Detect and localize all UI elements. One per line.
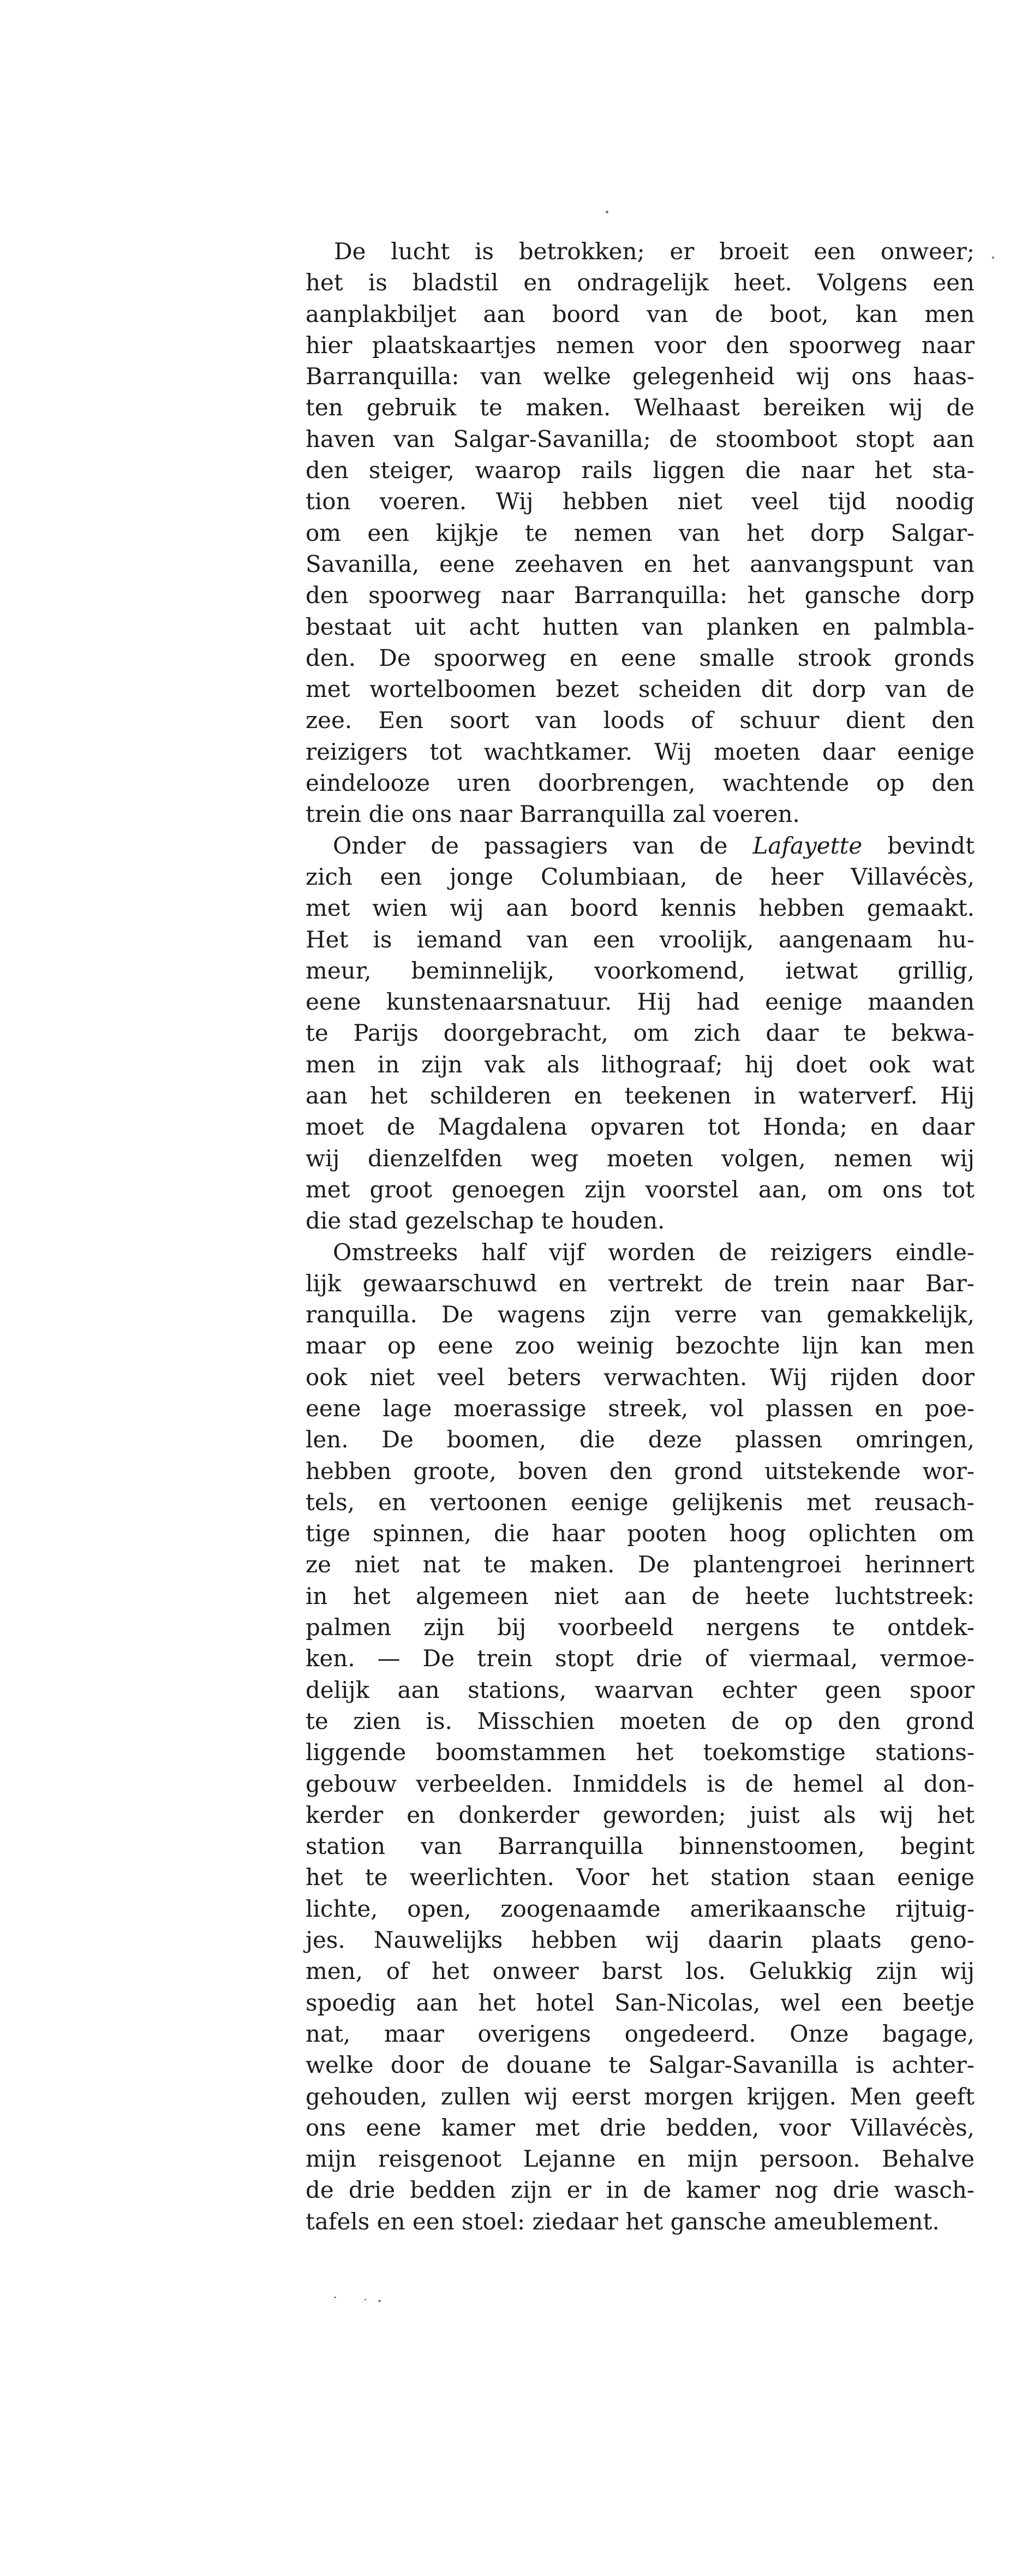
text-line: zich een jonge Columbiaan, de heer Villavécès, [306,863,975,890]
paragraph-1 [306,236,975,830]
text-line-with-italic-ship-name: Onder de passagiers van de Lafayette bevindt [333,832,975,859]
text-line: aan het schilderen en teekenen in waterverf. Hij [306,1082,975,1110]
text-line: den. De spoorweg en eene smalle strook gronds [306,644,975,671]
text-line: meur, beminnelijk, voorkomend, ietwat grillig, [306,957,975,984]
text-line: lichte, open, zoogenaamde amerikaansche rijtuig- [306,1895,975,1922]
text-line: De lucht is betrokken; er broeit een onweer; [334,238,975,265]
text-line: gehouden, zullen wij eerst morgen krijgen. Men geeft [306,2083,975,2110]
text-line: haven van Salgar-Savanilla; de stoomboot stopt aan [306,425,975,452]
text-line: tels, en vertoonen eenige gelijkenis met reusach- [306,1488,975,1516]
text-line: zee. Een soort van loods of schuur dient den [306,707,975,734]
ink-speck [334,2297,336,2298]
text-line: Het is iemand van een vroolijk, aangenaam hu- [306,926,975,953]
text-line: men, of het onweer barst los. Gelukkig zijn wij [306,1958,975,1985]
text-line: palmen zijn bij voorbeeld nergens te ontdek- [306,1614,975,1641]
text-line: men in zijn vak als lithograaf; hij doet ook wat [306,1051,975,1078]
text-line: Omstreeks half vijf worden de reizigers eindle- [333,1238,975,1266]
text-line: maar op eene zoo weinig bezochte lijn kan men [306,1332,975,1359]
text-line: het is bladstil en ondragelijk heet. Volgens een [306,269,975,296]
text-line: eene kunstenaarsnatuur. Hij had eenige maanden [306,988,975,1016]
text-line: len. De boomen, die deze plassen omringen, [306,1426,975,1453]
text-line: gebouw verbeelden. Inmiddels is de hemel al don- [306,1770,975,1797]
text-line: kerder en donkerder geworden; juist als wij het [306,1801,975,1828]
text-line: lijk gewaarschuwd en vertrekt de trein naar Bar- [306,1269,975,1297]
text-line: tion voeren. Wij hebben niet veel tijd noodig [306,488,975,515]
text-line: spoedig aan het hotel San-Nicolas, wel een beetje [306,1989,975,2016]
text-line: om een kijkje te nemen van het dorp Salgar- [306,519,975,546]
text-line: in het algemeen niet aan de heete luchtstreek: [306,1582,975,1609]
text-line: jes. Nauwelijks hebben wij daarin plaats geno- [306,1927,975,1954]
text-line: aanplakbiljet aan boord van de boot, kan men [306,300,975,327]
text-line: tige spinnen, die haar pooten hoog oplichten om [306,1520,975,1547]
ink-speck [992,257,994,259]
text-line: hier plaatskaartjes nemen voor den spoorweg naar [306,331,975,359]
text-line: die stad gezelschap te houden. [306,1207,665,1235]
text-line: hebben groote, boven den grond uitstekende wor- [306,1457,975,1484]
text-line: bestaat uit acht hutten van planken en palmbla- [306,613,975,640]
text-line: liggende boomstammen het toekomstige stations- [306,1739,975,1766]
text-line: moet de Magdalena opvaren tot Honda; en daar [306,1113,975,1141]
text-line: Savanilla, eene zeehaven en het aanvangspunt van [306,550,975,577]
text-line: delijk aan stations, waarvan echter geen spoor [306,1676,975,1703]
text-line: ranquilla. De wagens zijn verre van gemakkelijk, [306,1301,975,1328]
text-line: trein die ons naar Barranquilla zal voeren. [306,801,800,828]
text-line: met groot genoegen zijn voorstel aan, om ons tot [306,1176,975,1203]
text-line: het te weerlichten. Voor het station staan eenige [306,1864,975,1891]
text-line: ook niet veel beters verwachten. Wij rijden door [306,1363,975,1391]
text-line: Barranquilla: van welke gelegenheid wij ons haas- [306,363,975,390]
text-line: tafels en een stoel: ziedaar het gansche ameublement. [306,2208,940,2235]
text-line: te zien is. Misschien moeten de op den grond [306,1707,975,1734]
ink-speck [378,2300,381,2302]
text-line: mijn reisgenoot Lejanne en mijn persoon. Behalve [306,2145,975,2173]
text-line: welke door de douane te Salgar-Savanilla is achter- [306,2052,975,2079]
text-line: den spoorweg naar Barranquilla: het gansche dorp [306,582,975,609]
text-line: wij dienzelfden weg moeten volgen, nemen wij [306,1144,975,1172]
text-line: den steiger, waarop rails liggen die naar het sta- [306,457,975,484]
text-line: met wien wij aan boord kennis hebben gemaakt. [306,895,975,922]
ship-name-italic: Lafayette [752,832,863,859]
text-line: te Parijs doorgebracht, om zich daar te bekwa- [306,1019,975,1047]
paragraph-2 [306,830,975,1237]
text-line: ze niet nat te maken. De plantengroei herinnert [306,1551,975,1578]
ink-speck [606,211,608,213]
ink-speck [364,2299,366,2300]
paragraph-3 [306,1237,975,2238]
text-line: nat, maar overigens ongedeerd. Onze bagage, [306,2020,975,2047]
body-text [306,236,975,2237]
text-line: met wortelboomen bezet scheiden dit dorp van de [306,676,975,703]
text-line: ons eene kamer met drie bedden, voor Villavécès, [306,2114,975,2141]
text-line: de drie bedden zijn er in de kamer nog drie wasch- [306,2177,975,2204]
text-line: ten gebruik te maken. Welhaast bereiken wij de [306,394,975,421]
text-line: eindelooze uren doorbrengen, wachtende op den [306,770,975,797]
text-line: station van Barranquilla binnenstoomen, begint [306,1833,975,1860]
text-line: reizigers tot wachtkamer. Wij moeten daar eenige [306,738,975,765]
text-line: ken. — De trein stopt drie of viermaal, vermoe- [306,1645,975,1672]
text-line: eene lage moerassige streek, vol plassen en poe- [306,1394,975,1422]
